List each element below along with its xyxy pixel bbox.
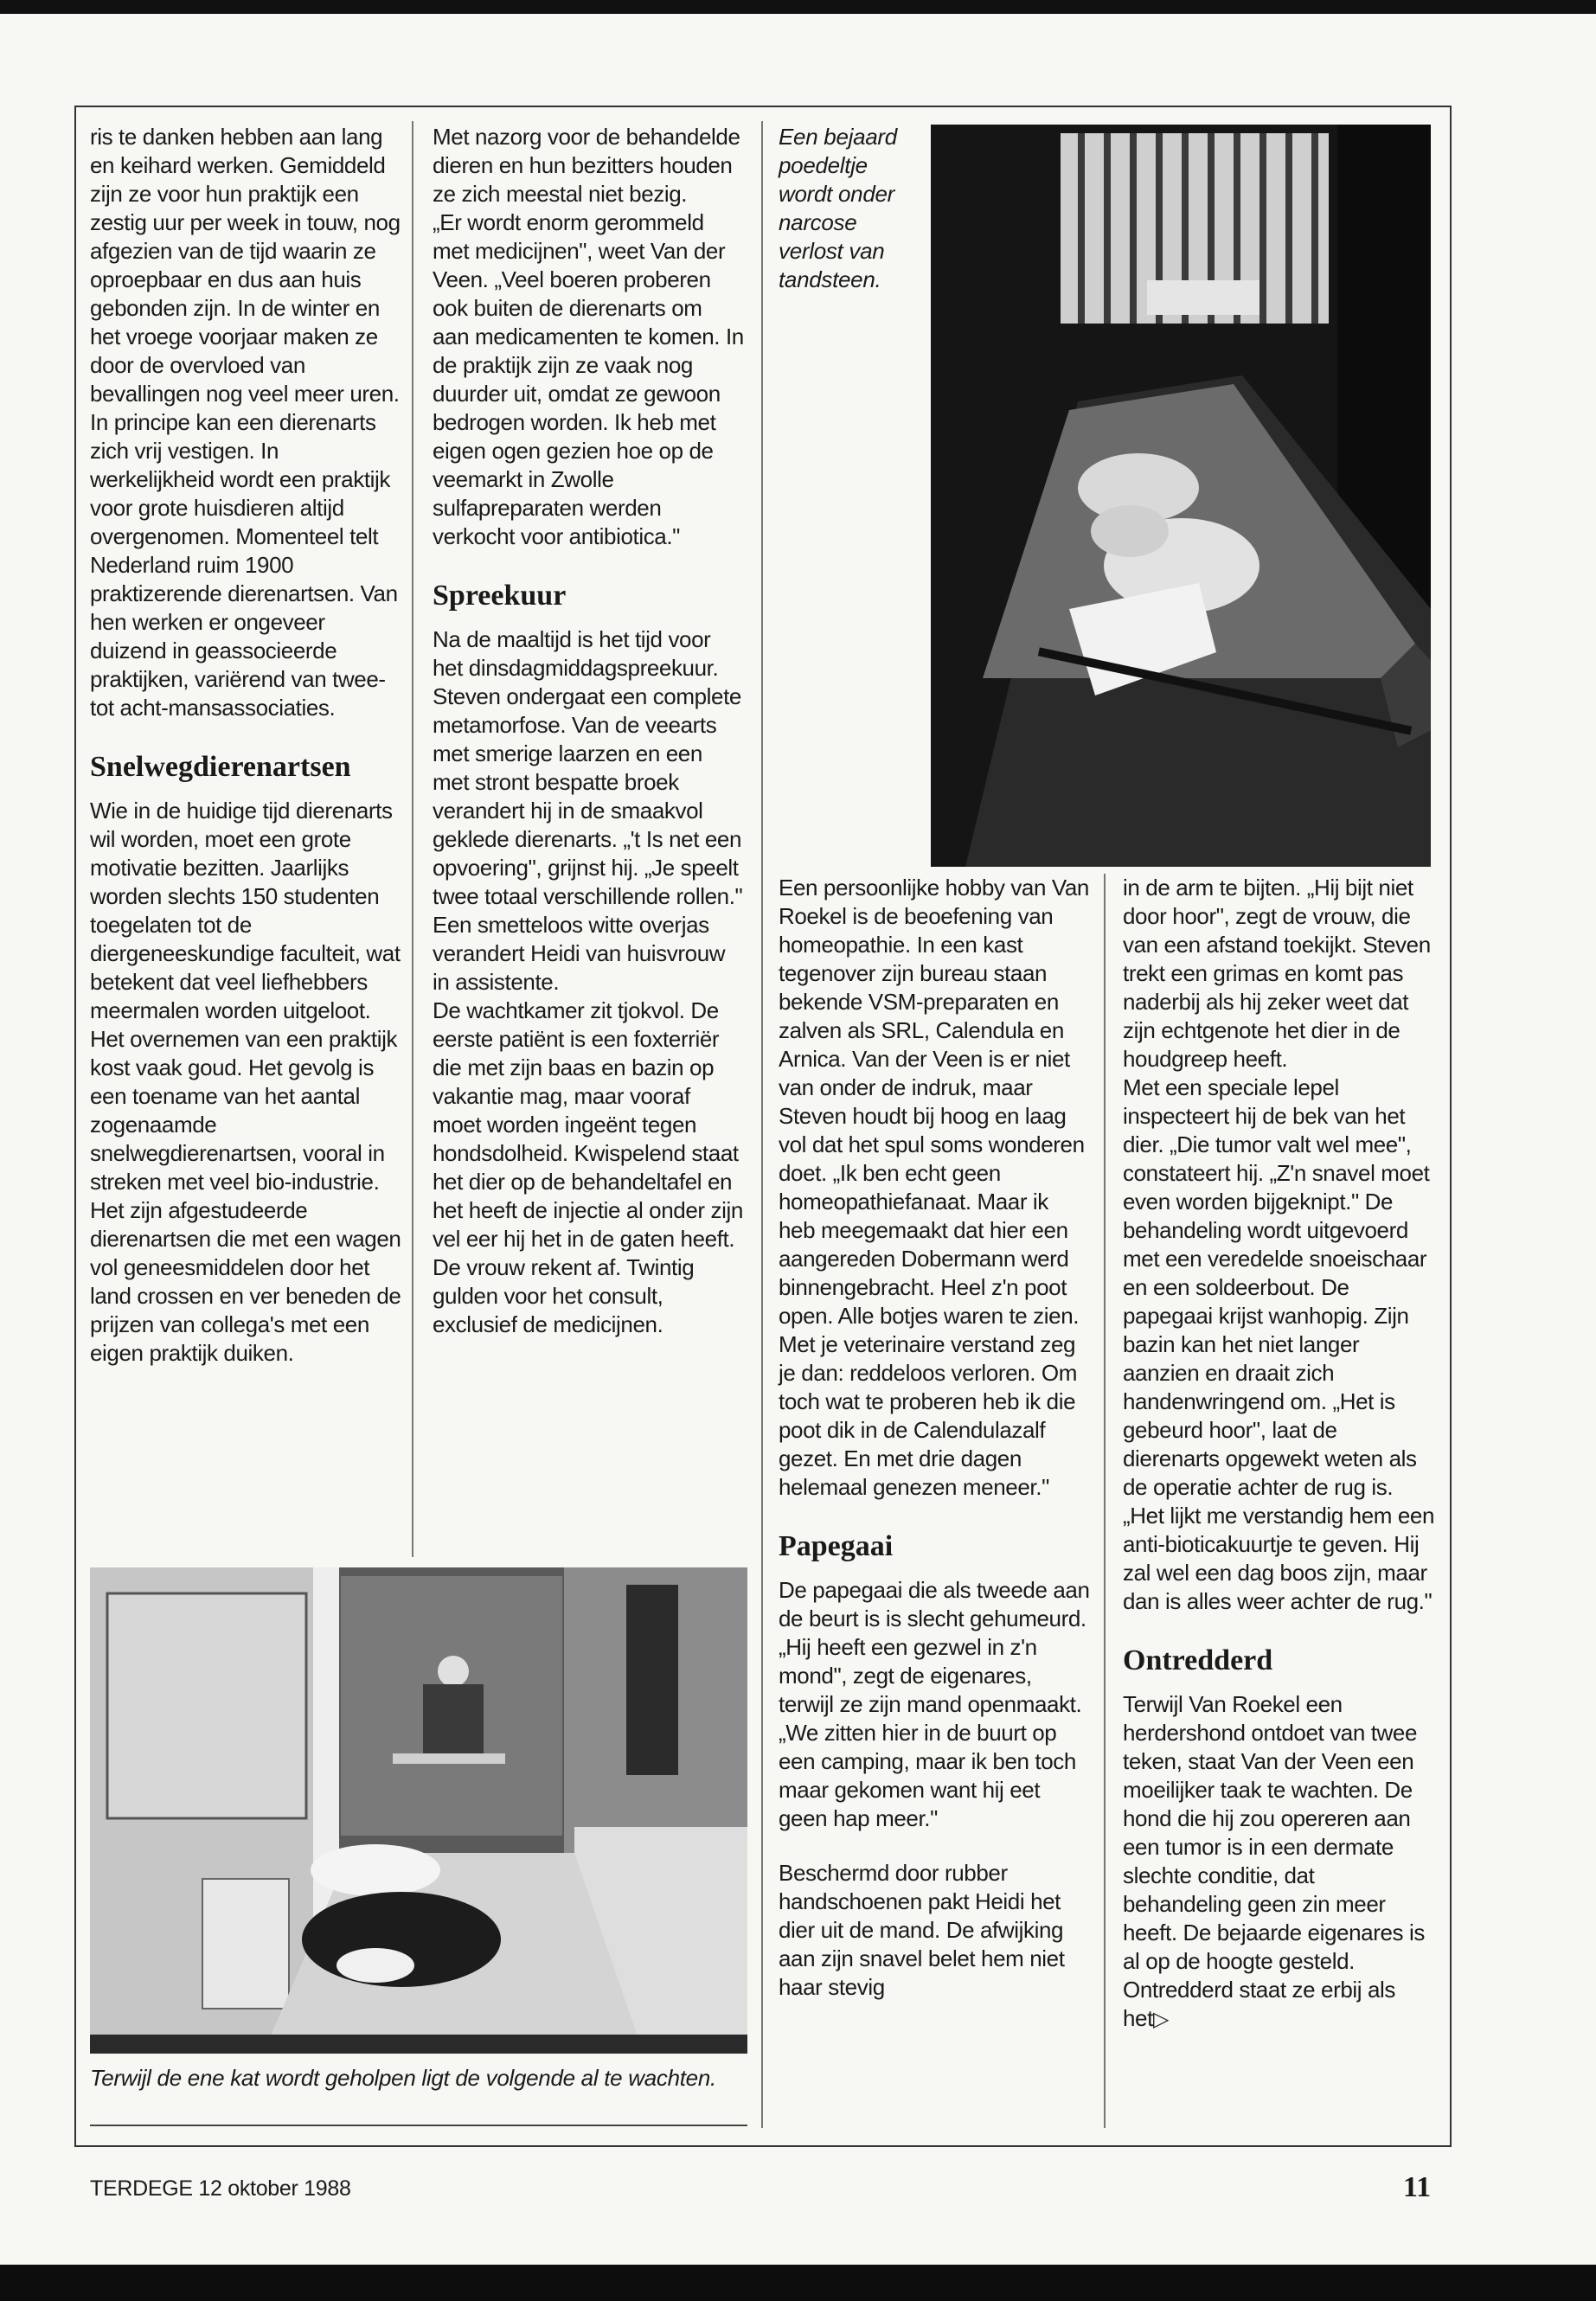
- paragraph: ris te danken hebben aan lang en keihard werken. Gemiddeld zijn ze voor hun praktijk een zestig uur per week in touw, nog afgezien van de tijd waarin ze oproepbaar en dus aan huis gebonden zijn. In de winter en het vroege voorjaar maken ze door de overvloed van bevallingen nog veel meer uren.: [90, 124, 401, 407]
- paragraph: [1123, 1690, 1438, 2034]
- paragraph: Wie in de huidige tijd dierenarts wil worden, moet een grote motivatie bezitten. Jaarlijks worden slechts 150 studenten toegelaten tot de diergeneeskundige faculteit, wat betekent dat veel liefhebbers meermalen worden uitgeloot.: [90, 798, 401, 1023]
- section-heading: Papegaai: [779, 1530, 894, 1562]
- poodle-photo: [931, 125, 1431, 867]
- paragraph: Beschermd door rubber handschoenen pakt Heidi het dier uit de mand. De afwijking aan zijn snavel belet hem niet haar stevig: [779, 1860, 1065, 2000]
- photo-caption: Terwijl de ene kat wordt geholpen ligt de volgende al te wachten.: [90, 2065, 716, 2091]
- paragraph: Na de maaltijd is het tijd voor het dinsdagmiddagspreekuur. Steven ondergaat een complete metamorfose. Van de veearts met smerige laarzen en een met stront bespatte broek verandert hij in de smaakvol geklede dierenarts. „'t Is net een opvoering", grijnst hij. „Je speelt twee totaal verschillende rollen." Een smetteloos witte overjas verandert Heidi van huisvrouw in assistente.: [433, 626, 743, 995]
- frame-right: [1450, 106, 1452, 2147]
- article-column-4: [1123, 874, 1438, 2034]
- column-divider: [761, 121, 763, 2128]
- paragraph: Het overnemen van een praktijk kost vaak goud. Het gevolg is een toename van het aantal zogenaamde snelwegdierenartsen, vooral in streken met veel bio-industrie. Het zijn afgestudeerde dierenartsen die met een wagen vol geneesmiddelen door het land crossen en ver beneden de prijzen van collega's met een eigen praktijk duiken.: [90, 1026, 401, 1366]
- section-heading: Snelwegdierenartsen: [90, 751, 351, 783]
- paragraph: in de arm te bijten. „Hij bijt niet door hoor", zegt de vrouw, die van een afstand toekijkt. Steven trekt een grimas en komt pas naderbij als hij zeker weet dat zijn echtgenote het dier in de houdgreep heeft.: [1123, 875, 1431, 1072]
- paragraph: Een persoonlijke hobby van Van Roekel is de beoefening van homeopathie. In een kast tegenover zijn bureau staan bekende VSM-preparaten en zalven als SRL, Calendula en Arnica. Van der Veen is er niet van onder de indruk, maar Steven houdt bij hoog en laag vol dat het spul soms wonderen doet. „Ik ben echt geen homeopathiefanaat. Maar ik heb meegemaakt dat hier een aangereden Dobermann werd binnengebracht. Heel z'n poot open. Alle botjes waren te zien. Met je veterinaire verstand zeg je dan: reddeloos verloren. Om toch wat te proberen heb ik die poot dik in de Calendulazalf gezet. En met drie dagen helemaal genezen meneer.": [779, 875, 1089, 1500]
- frame-top: [74, 106, 1452, 107]
- paragraph: Met nazorg voor de behandelde dieren en hun bezitters houden ze zich meestal niet bezig.: [433, 124, 740, 207]
- frame-left: [74, 106, 76, 2147]
- top-border: [0, 0, 1596, 14]
- frame-bottom: [74, 2145, 1452, 2147]
- section-heading: Spreekuur: [433, 580, 567, 612]
- column-divider: [1104, 874, 1106, 2128]
- article-column-1: [90, 123, 401, 1368]
- paragraph-text: Terwijl Van Roekel een herdershond ontdoet van twee teken, staat Van der Veen een moeilijker taak te wachten. De hond die hij zou opereren aan een tumor is in een dermate slechte conditie, dat behandeling geen zin meer heeft. De bejaarde eigenares is al op de hoogte gesteld. Ontredderd staat ze erbij als het: [1123, 1691, 1425, 2031]
- continue-arrow-icon: ▷: [1152, 2008, 1170, 2031]
- paragraph: Met een speciale lepel inspecteert hij de bek van het dier. „Die tumor valt wel mee", constateert hij. „Z'n snavel moet even worden bijgeknipt." De behandeling wordt uitgevoerd met een veredelde snoeischaar en een soldeerbout. De papegaai krijst wanhopig. Zijn bazin kan het niet langer aanzien en draait zich handenwringend om. „Het is gebeurd hoor", laat de dierenarts opgewekt weten als de operatie achter de rug is. „Het lijkt me verstandig hem een anti-bioticakuurtje te geven. Hij zal wel een dag boos zijn, maar dan is alles weer achter de rug.": [1123, 1074, 1435, 1614]
- page-number: 11: [1403, 2171, 1432, 2203]
- paragraph: De wachtkamer zit tjokvol. De eerste patiënt is een foxterriër die met zijn baas en bazin op vakantie mag, maar vooraf moet worden ingeënt tegen hondsdolheid. Kwispelend staat het dier op de behandeltafel en het heeft de injectie al onder zijn vel eer hij het in de gaten heeft. De vrouw rekent af. Twintig gulden voor het consult, exclusief de medicijnen.: [433, 997, 743, 1337]
- paragraph: „Er wordt enorm gerommeld met medicijnen", weet Van der Veen. „Veel boeren proberen ook buiten de dierenarts om aan medicamenten te komen. In de praktijk zijn ze vaak nog duurder uit, omdat ze gewoon bedrogen worden. Ik heb met eigen ogen gezien hoe op de veemarkt in Zwolle sulfapreparaten werden verkocht voor antibiotica.": [433, 209, 744, 549]
- magazine-date: TERDEGE 12 oktober 1988: [90, 2176, 351, 2201]
- section-heading: Ontredderd: [1123, 1644, 1273, 1676]
- paragraph: In principe kan een dierenarts zich vrij vestigen. In werkelijkheid wordt een praktijk voor grote huisdieren altijd overgenomen. Momenteel telt Nederland ruim 1900 praktizerende dierenartsen. Van hen werken er ongeveer duizend in geassocieerde praktijken, variërend van twee- tot acht-mansassociaties.: [90, 409, 398, 721]
- photo-caption: Een bejaard poedeltje wordt onder narcose verlost van tandsteen.: [779, 124, 897, 292]
- surgery-photo: [90, 1567, 747, 2054]
- caption-rule: [90, 2125, 747, 2126]
- column-divider: [412, 121, 413, 1557]
- article-column-3: [779, 874, 1090, 2002]
- article-column-2: [433, 123, 744, 1339]
- paragraph: De papegaai die als tweede aan de beurt is is slecht gehumeurd. „Hij heeft een gezwel in z'n mond", zegt de eigenares, terwijl ze zijn mand openmaakt. „We zitten hier in de buurt op een camping, maar ik ben toch maar gekomen want hij eet geen hap meer.": [779, 1577, 1090, 1831]
- bottom-border: [0, 2265, 1596, 2301]
